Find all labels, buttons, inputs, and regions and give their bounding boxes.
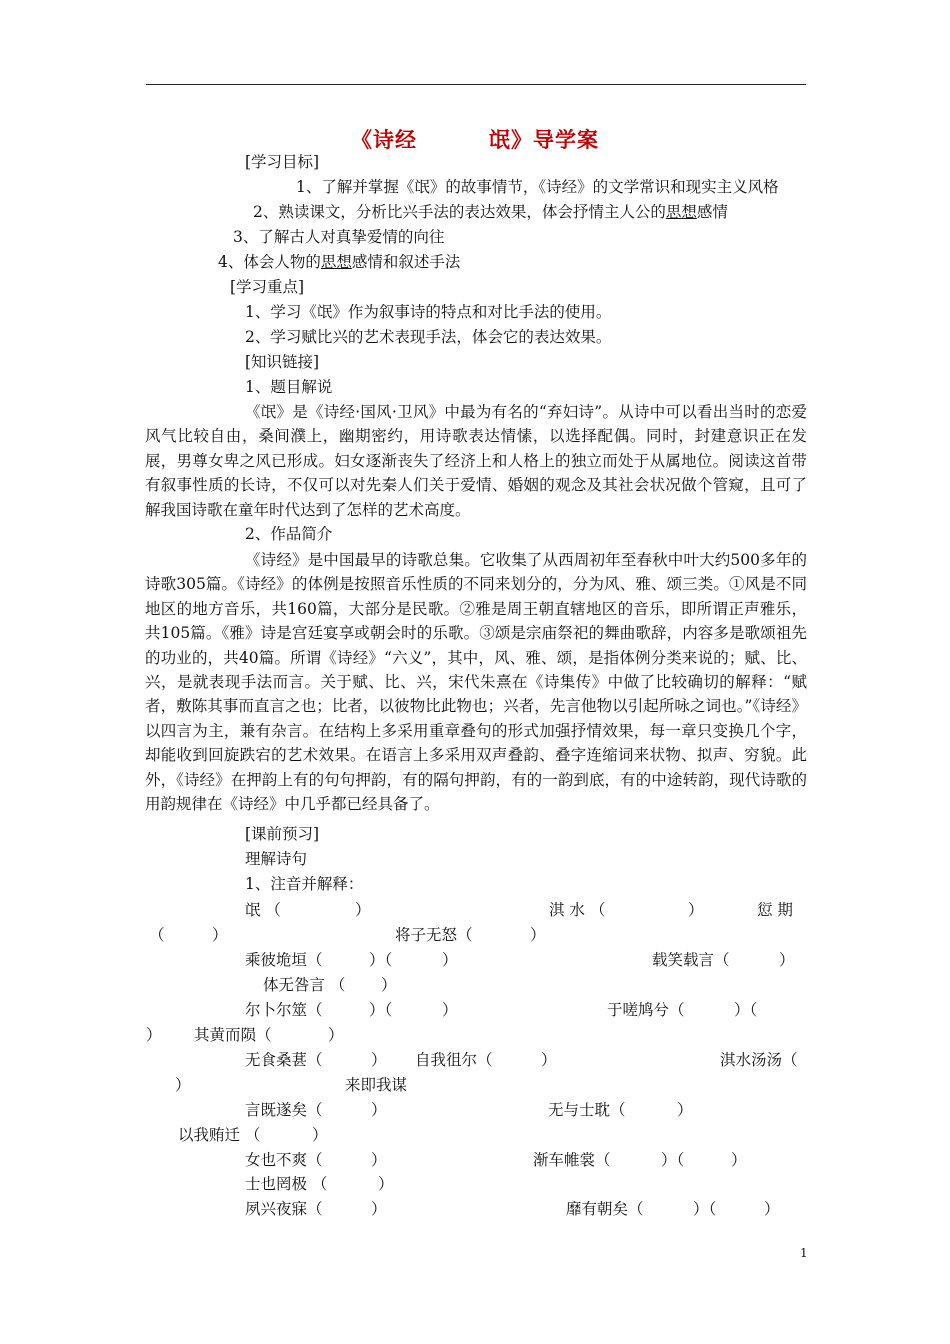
exercise-text: ）（	[693, 1200, 717, 1218]
exercise-text: 于嗟鸠兮（	[607, 1001, 685, 1019]
exercise-text: ）	[175, 1076, 191, 1094]
goal-item-4: 4、体会人物的思想感情和叙述手法	[218, 253, 461, 271]
page-number: 1	[800, 1246, 808, 1260]
exercise-text: 乘彼垝垣（	[245, 951, 323, 969]
exercise-text: 载笑载言（	[652, 951, 730, 969]
exercise-text: ）（	[734, 1001, 758, 1019]
focus-item-1: 1、学习《氓》作为叙事诗的特点和对比手法的使用。	[245, 303, 612, 321]
goal-item-1: 1、了解并掌握《氓》的故事情节，《诗经》的文学常识和现实主义风格	[296, 178, 779, 196]
exercise-text: ）	[779, 951, 795, 969]
exercise-text: ）	[312, 1126, 328, 1144]
exercise-text: ）	[731, 1151, 747, 1169]
knowledge-sub-2: 2、作品简介	[245, 525, 333, 543]
exercise-text: 体无咎言 （	[263, 976, 346, 994]
exercise-text: ）（	[661, 1151, 685, 1169]
header-rule	[146, 84, 806, 85]
title-left: 《诗经	[351, 128, 417, 152]
goal-item-3: 3、了解古人对真挚爱情的向往	[233, 228, 445, 246]
exercise-text: 靡有朝矣（	[566, 1200, 644, 1218]
exercise-text: ）	[371, 1101, 387, 1119]
knowledge-sub-1: 1、题目解说	[245, 378, 333, 396]
knowledge-paragraph-1: 《氓》是《诗经·国风·卫风》中最为有名的“弃妇诗”。从诗中可以看出当时的恋爱风气比较自由，桑间濮上，幽期密约，用诗歌表达情愫，以选择配偶。同时，封建意识正在发展，男尊女卑之风已形成。妇女逐渐丧失了经济上和人格上的独立而处于从属地位。阅读这首带有叙事性质的长诗，不仅可以对先秦人们关于爱情、婚姻的观念及其社会状况做个管窥，且可了解我国诗歌在童年时代达到了怎样的艺术高度。	[145, 403, 807, 519]
exercise-text: 将子无怒（	[395, 926, 473, 944]
exercise-text: 渐车帷裳（	[533, 1151, 611, 1169]
exercise-text: 愆 期	[757, 901, 793, 919]
exercise-text: ）	[355, 901, 371, 919]
exercise-text: 尔卜尔筮（	[245, 1001, 323, 1019]
exercise-text: 无与士耽（	[548, 1101, 626, 1119]
exercise-text: ）	[371, 1051, 387, 1069]
preview-task: 1、注音并解释：	[245, 875, 364, 893]
exercise-text: 淇 水 （	[549, 901, 606, 919]
exercise-text: ）（	[369, 951, 393, 969]
knowledge-paragraph-2: 《诗经》是中国最早的诗歌总集。它收集了从西周初年至春秋中叶大约500多年的诗歌305篇。《诗经》的体例是按照音乐性质的不同来划分的，分为风、雅、颂三类。①风是不同地区的地方音乐，共160篇，大部分是民歌。②雅是周王朝直辖地区的音乐，即所谓正声雅乐，共105篇。《雅》诗是宫廷宴享或朝会时的乐歌。③颂是宗庙祭祀的舞曲歌辞，内容多是歌颂祖先的功业的，共40篇。所谓《诗经》“六义”，其中，风、雅、颂，是指体例分类来说的；赋、比、兴，是就表现手法而言。关于赋、比、兴，宋代朱熹在《诗集传》中做了比较确切的解释：“赋者，敷陈其事而直言之也；比者，以彼物比此物也；兴者，先言他物以引起所咏之词也。”《诗经》以四言为主，兼有杂言。在结构上多采用重章叠句的形式加强抒情效果，每一章只变换几个字，却能收到回旋跌宕的艺术效果。在语言上多采用双声叠韵、叠字连缩词来状物、拟声、穷貌。此外，《诗经》在押韵上有的句句押韵，有的隔句押韵，有的一韵到底，有的中途转韵，现代诗歌的用韵规律在《诗经》中几乎都已经具备了。	[145, 551, 807, 814]
exercise-text: 士也罔极 （	[245, 1175, 328, 1193]
exercise-text: 无食桑葚（	[245, 1051, 323, 1069]
exercise-text: ）	[442, 951, 458, 969]
exercise-text: ）	[212, 926, 228, 944]
exercise-text: ）	[541, 1051, 557, 1069]
exercise-text: ）	[530, 926, 546, 944]
exercise-text: 氓 （	[245, 901, 281, 919]
exercise-text: 女也不爽（	[245, 1151, 323, 1169]
exercise-text: 夙兴夜寐（	[245, 1200, 323, 1218]
exercise-text: ）	[677, 1101, 693, 1119]
goals-heading: [学习目标]	[245, 153, 320, 171]
focus-item-2: 2、学习赋比兴的艺术表现手法，体会它的表达效果。	[245, 328, 612, 346]
exercise-text: ）	[371, 1151, 387, 1169]
exercise-text: ）	[442, 1001, 458, 1019]
exercise-text: 言既遂矣（	[245, 1101, 323, 1119]
exercise-text: ）	[381, 976, 397, 994]
title-right: 氓》导学案	[489, 128, 599, 152]
exercise-text: ）	[328, 1026, 344, 1044]
knowledge-heading: [知识链接]	[245, 353, 320, 371]
exercise-text: 自我徂尔（	[415, 1051, 493, 1069]
exercise-text: （	[149, 926, 165, 944]
exercise-text: 淇水汤汤（	[720, 1051, 798, 1069]
exercise-text: ）	[146, 1026, 162, 1044]
exercise-text: ）	[378, 1175, 394, 1193]
goal-item-2: 2、熟读课文，分析比兴手法的表达效果，体会抒情主人公的思想感情	[253, 203, 728, 221]
exercise-text: 以我贿迁 （	[178, 1126, 261, 1144]
preview-heading: [课前预习]	[245, 825, 320, 843]
exercise-text: ）	[371, 1200, 387, 1218]
exercise-text: ）	[688, 901, 704, 919]
exercise-text: ）（	[369, 1001, 393, 1019]
exercise-text: 其黄而陨（	[194, 1026, 272, 1044]
exercise-text: 来即我谋	[345, 1076, 408, 1094]
preview-sub: 理解诗句	[245, 850, 308, 868]
focus-heading: [学习重点]	[230, 278, 305, 296]
exercise-text: ）	[764, 1200, 780, 1218]
page-title	[0, 124, 950, 154]
